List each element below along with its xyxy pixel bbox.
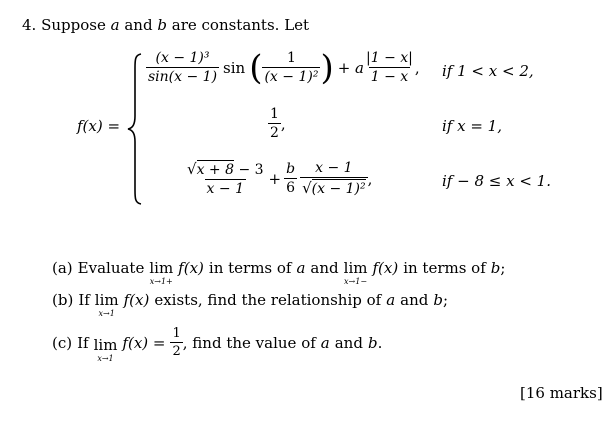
part-b-var-1: a — [386, 291, 396, 309]
case1-sin: sin — [223, 58, 246, 77]
case-2-expression — [268, 106, 286, 141]
part-a-lim-sub-2: x→1− — [344, 277, 368, 286]
case1-paren-open: ( — [249, 47, 263, 88]
case3-frac3-numerator: x − 1 — [315, 160, 353, 176]
case1-fraction-3 — [364, 50, 415, 85]
var-a: a — [110, 16, 120, 34]
part-c-text-2: , find the value of — [182, 333, 316, 352]
case2-denominator: 2 — [270, 125, 279, 141]
part-a-fx-1: f(x) — [178, 259, 204, 277]
part-a-lim-word-2: lim — [343, 259, 368, 277]
case2-condition: if x = 1, — [442, 117, 502, 135]
part-c-fx: f(x) = — [122, 333, 166, 352]
and-text: and — [124, 16, 153, 34]
sqrt-sign-icon: √ — [187, 160, 197, 178]
case1-frac1-numerator: (x − 1)³ — [155, 50, 210, 66]
part-a-limit-1 — [149, 259, 173, 286]
case3-condition-text: if − 8 ≤ x < 1. — [442, 172, 551, 190]
part-b-limit — [95, 291, 119, 318]
case1-condition: if 1 < x < 2, — [442, 62, 534, 80]
case1-frac2-numerator: 1 — [287, 50, 296, 66]
part-a-text-1: Evaluate — [77, 259, 145, 277]
part-b-fx: f(x) — [123, 291, 150, 309]
part-c-var-2-wrap — [368, 334, 382, 352]
part-c-numerator: 1 — [172, 326, 181, 341]
part-a — [52, 259, 505, 286]
part-a-lim-sub-1: x→1+ — [149, 277, 173, 286]
case1-frac3-numerator: |1 − x| — [366, 50, 413, 66]
case3-frac3-denominator — [300, 177, 368, 197]
part-a-lim-word-1: lim — [149, 259, 174, 277]
piecewise-brace — [126, 52, 144, 206]
part-b — [52, 291, 448, 318]
part-a-fx-2: f(x) — [372, 259, 399, 277]
case1-frac2-denominator: (x − 1)² — [264, 69, 319, 85]
function-lhs: f(x) = — [77, 117, 121, 135]
part-c — [52, 322, 382, 363]
case3-plus: + — [268, 169, 282, 188]
case3-frac1-numerator — [185, 160, 266, 179]
marks-label: [16 marks] — [520, 384, 603, 402]
part-a-end: ; — [500, 259, 506, 277]
case3-frac2-numerator: b — [286, 161, 296, 177]
sqrt-sign-icon: √ — [302, 179, 312, 197]
part-b-lim-word: lim — [94, 291, 119, 309]
part-c-end: . — [377, 333, 383, 352]
case3-frac1-num-rest: − 3 — [234, 162, 264, 178]
question-number: 4. — [22, 16, 37, 34]
case-3-expression — [185, 160, 372, 197]
case3-fraction-2 — [284, 161, 297, 196]
part-a-limit-2 — [344, 259, 368, 286]
case3-frac1-denominator: x − 1 — [206, 181, 244, 197]
part-b-text-3: and — [400, 291, 429, 309]
part-b-end: ; — [443, 291, 449, 309]
part-a-var-2: b — [490, 259, 501, 277]
case3-fraction-1 — [185, 160, 266, 197]
case1-comma: , — [414, 58, 420, 77]
intro-end-text: are constants. Let — [171, 16, 310, 34]
case3-condition — [442, 172, 551, 190]
part-c-limit — [94, 336, 118, 363]
part-a-text-3: and — [310, 259, 339, 277]
case3-frac2-denominator: 6 — [286, 180, 296, 196]
part-c-denominator: 2 — [172, 344, 181, 359]
part-b-lim-sub: x→1 — [98, 309, 115, 318]
case3-fraction-3 — [300, 160, 368, 197]
part-c-var-2: b — [367, 333, 378, 352]
part-c-text-3: and — [334, 333, 363, 352]
case1-plus-a: + a — [337, 58, 364, 77]
var-b: b — [157, 16, 167, 34]
case2-numerator: 1 — [270, 106, 279, 122]
case3-sqrt-radicand: x + 8 — [196, 162, 234, 178]
part-a-var-1: a — [296, 259, 306, 277]
part-a-text-2: in terms of — [208, 259, 292, 277]
part-a-text-4: in terms of — [403, 259, 486, 277]
part-c-text-1: If — [77, 333, 89, 352]
case1-fraction-1 — [146, 50, 219, 85]
question-header — [22, 16, 309, 34]
part-c-lim-word: lim — [93, 336, 118, 354]
case1-frac3-denominator: 1 − x — [370, 69, 409, 85]
part-b-label: (b) — [52, 291, 74, 309]
intro-text: Suppose — [41, 16, 106, 34]
case2-comma: , — [280, 114, 286, 133]
part-b-var-2: b — [433, 291, 443, 309]
case1-paren-close: ) — [320, 47, 334, 88]
part-a-var-2-wrap — [491, 259, 506, 277]
part-c-label: (c) — [52, 333, 73, 352]
part-b-text-2: exists, find the relationship of — [154, 291, 382, 309]
part-c-lim-sub: x→1 — [97, 354, 114, 363]
part-a-label: (a) — [52, 259, 73, 277]
case-1-expression — [146, 47, 420, 88]
case3-sqrt-radicand-2: (x − 1)² — [311, 181, 366, 197]
case2-fraction — [268, 106, 281, 141]
case1-frac1-denominator: sin(x − 1) — [148, 69, 218, 85]
part-b-text-1: If — [78, 291, 90, 309]
part-c-var-1: a — [320, 333, 330, 352]
case1-fraction-2 — [262, 50, 320, 85]
part-c-fraction — [170, 326, 182, 359]
part-b-var-2-wrap — [433, 291, 448, 309]
case3-comma: , — [367, 169, 373, 188]
